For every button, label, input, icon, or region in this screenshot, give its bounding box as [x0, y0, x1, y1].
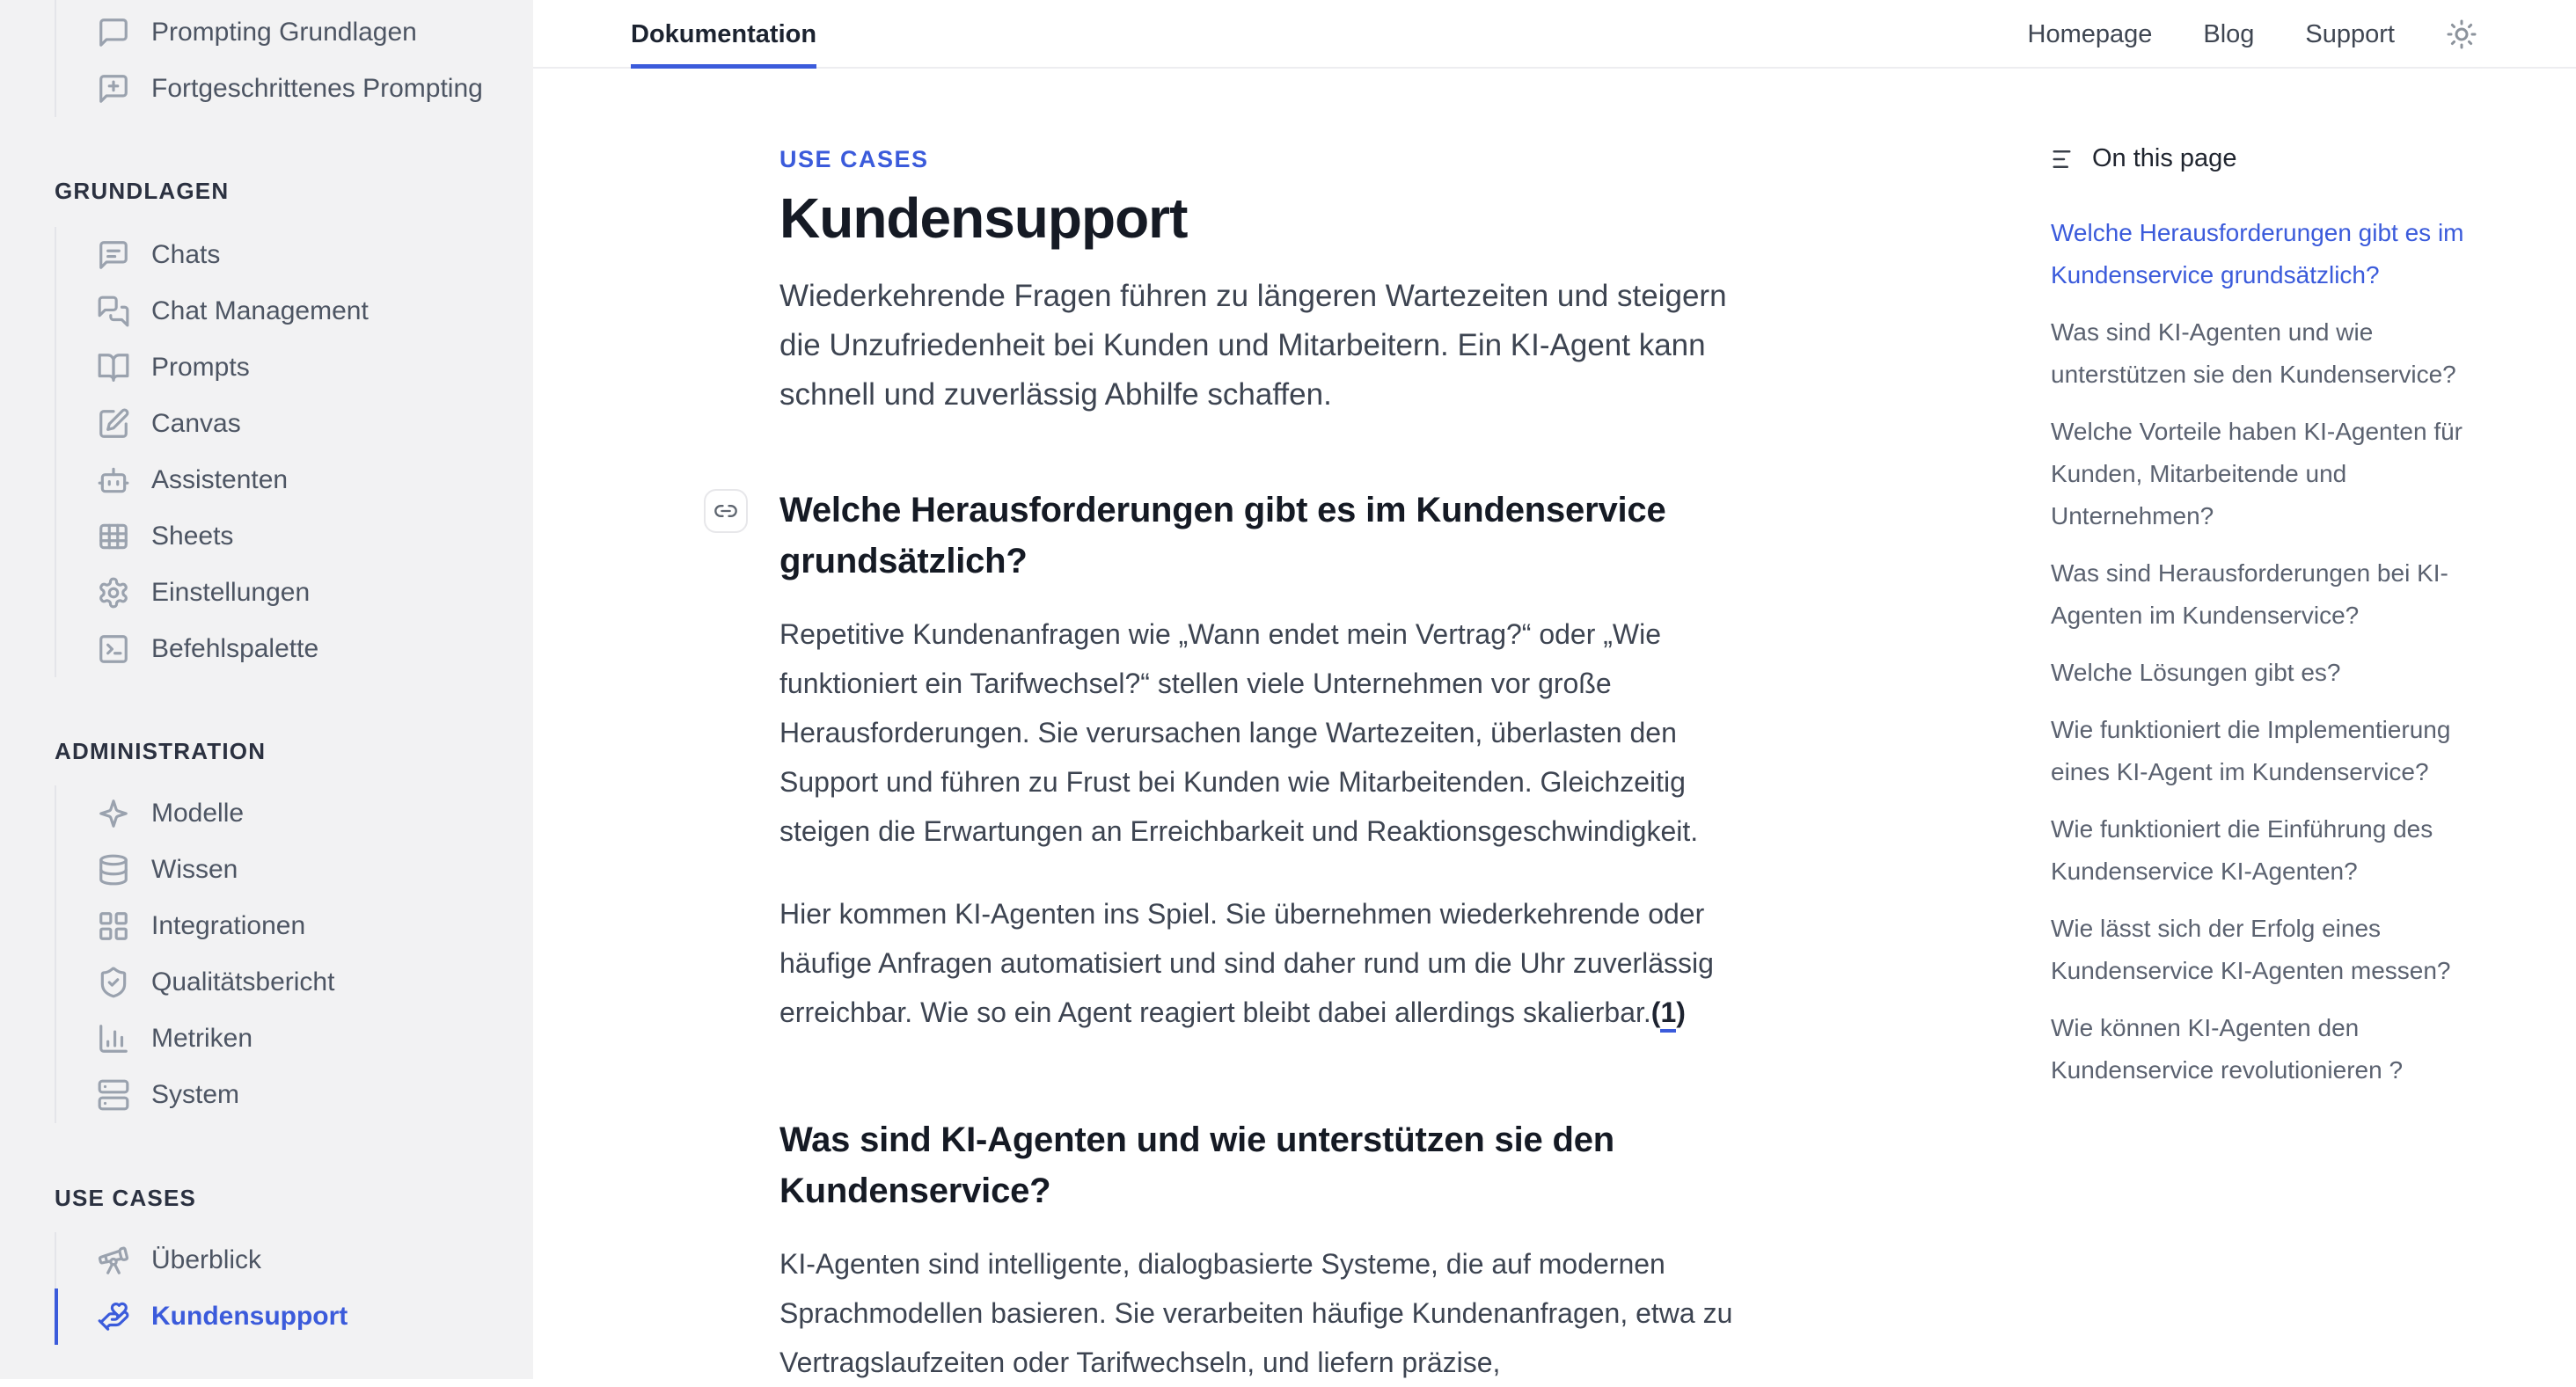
sidebar-item-label: Metriken — [151, 1024, 253, 1053]
sidebar-item-label: Überblick — [151, 1245, 262, 1274]
toc-item-4[interactable]: Was sind Herausforderungen bei KI-Agenten im Kundenservice? — [2051, 559, 2448, 629]
toc-item-1[interactable]: Welche Herausforderungen gibt es im Kundenservice grundsätzlich? — [2051, 219, 2464, 288]
toc-item-7[interactable]: Wie funktioniert die Einführung des Kundenservice KI-Agenten? — [2051, 815, 2433, 885]
sidebar-item-label: Qualitätsbericht — [151, 967, 335, 996]
category-eyebrow: USE CASES — [779, 146, 929, 172]
messages-icon — [97, 295, 130, 328]
footnote-link[interactable] — [1651, 996, 1686, 1033]
grid-icon — [97, 909, 130, 943]
sidebar-section-header: GRUNDLAGEN — [55, 178, 230, 204]
paragraph: Repetitive Kundenanfragen wie „Wann endet mein Vertrag?“ oder „Wie funktioniert ein Tarifwechsel?“ stellen viele Unternehmen vor große Herausforderungen. Sie verursachen lange Wartezeiten, überlasten den Support und führen zu Frust bei Kunden wie Mitarbeitenden. Gleichzeitig steigen die Erwartungen an Erreichbarkeit und Reaktionsgeschwindigkeit. — [779, 618, 1699, 847]
sidebar-item-label: System — [151, 1080, 240, 1109]
book-open-icon — [97, 351, 130, 384]
server-icon — [97, 1078, 130, 1112]
toc-item-6[interactable]: Wie funktioniert die Implementierung eines KI-Agent im Kundenservice? — [2051, 716, 2451, 785]
sidebar-item-chats[interactable] — [97, 227, 512, 283]
sidebar-item-kundensupport[interactable] — [97, 1288, 512, 1345]
pen-square-icon — [97, 407, 130, 441]
toc-item-9[interactable]: Wie können KI-Agenten den Kundenservice revolutionieren ? — [2051, 1014, 2404, 1084]
sidebar-group — [55, 227, 512, 677]
section-ki-agenten — [779, 1114, 1753, 1387]
toc-item-2[interactable]: Was sind KI-Agenten und wie unterstützen sie den Kundenservice? — [2051, 318, 2456, 388]
sidebar-section-header: ADMINISTRATION — [55, 738, 267, 764]
sparkle-icon — [97, 797, 130, 830]
sidebar-item-label: Befehlspalette — [151, 634, 319, 663]
sidebar-section-header: USE CASES — [55, 1185, 197, 1211]
sidebar-item-label: Chat Management — [151, 296, 369, 325]
sidebar-item-chat-management[interactable] — [97, 283, 512, 339]
paragraph — [779, 889, 1753, 1037]
sidebar-item-ueberblick[interactable] — [97, 1232, 512, 1288]
intro-paragraph: Wiederkehrende Fragen führen zu längeren Wartezeiten und steigern die Unzufriedenheit bei Kunden und Mitarbeitern. Ein KI-Agent kann schnell und zuverlässig Abhilfe schaffen. — [779, 279, 1727, 412]
sidebar-item-wissen[interactable] — [97, 842, 512, 898]
section-heading: Was sind KI-Agenten und wie unterstützen sie den Kundenservice? — [779, 1121, 1614, 1210]
section-heading: Welche Herausforderungen gibt es im Kundenservice grundsätzlich? — [779, 491, 1666, 580]
sidebar-item-label: Sheets — [151, 522, 234, 551]
database-icon — [97, 853, 130, 887]
toc-title: On this page — [2092, 144, 2237, 172]
anchor-link-button[interactable] — [704, 489, 748, 533]
sidebar-item-system[interactable] — [97, 1067, 512, 1123]
tab-label: Dokumentation — [631, 19, 817, 48]
toc-item-5[interactable]: Welche Lösungen gibt es? — [2051, 659, 2341, 686]
gear-icon — [97, 576, 130, 610]
hand-heart-icon — [97, 1300, 130, 1333]
topnav-links — [2028, 0, 2478, 69]
toc — [2051, 144, 2489, 1091]
theme-toggle-button[interactable] — [2446, 18, 2477, 50]
nav-link-homepage[interactable]: Homepage — [2027, 19, 2153, 48]
sidebar-item-fortgeschrittenes-prompting[interactable] — [97, 61, 512, 117]
terminal-square-icon — [97, 632, 130, 666]
sidebar-group — [55, 1232, 512, 1345]
paragraph-text: Hier kommen KI-Agenten ins Spiel. Sie übernehmen wiederkehrende oder häufige Anfragen automatisiert und sind daher rund um die Uhr zuverlässig erreichbar. Wie so ein Agent reagiert bleibt dabei allerdings skalierbar. — [779, 898, 1714, 1028]
message-square-icon — [97, 16, 130, 49]
sidebar-item-label: Wissen — [151, 855, 238, 884]
message-square-plus-icon — [97, 72, 130, 106]
sun-icon — [2446, 18, 2477, 50]
sidebar-item-label: Integrationen — [151, 911, 306, 940]
sidebar-item-label: Assistenten — [151, 465, 289, 494]
footnote-suffix: ) — [1676, 996, 1686, 1028]
sidebar-item-label: Chats — [151, 240, 221, 269]
section-herausforderungen — [779, 485, 1753, 1037]
sidebar-item-canvas[interactable] — [97, 396, 512, 452]
sidebar-item-modelle[interactable] — [97, 785, 512, 842]
footnote-number: 1 — [1660, 996, 1676, 1033]
sidebar-item-befehlspalette[interactable] — [97, 621, 512, 677]
footnote-prefix: ( — [1650, 996, 1661, 1028]
sidebar-group — [55, 785, 512, 1123]
sidebar-item-prompting-grundlagen[interactable] — [97, 4, 512, 61]
paragraph: KI-Agenten sind intelligente, dialogbasierte Systeme, die auf modernen Sprachmodellen basieren. Sie verarbeiten häufige Kundenanfragen, etwa zu Vertragslaufzeiten oder Tarifwechseln, und liefern präzise, — [779, 1248, 1733, 1378]
bot-icon — [97, 464, 130, 497]
sidebar-item-label: Fortgeschrittenes Prompting — [151, 74, 483, 103]
sidebar-item-einstellungen[interactable] — [97, 565, 512, 621]
page-title: Kundensupport — [779, 186, 1188, 250]
shield-check-icon — [97, 966, 130, 999]
sidebar-item-integrationen[interactable] — [97, 898, 512, 954]
telescope-icon — [97, 1244, 130, 1277]
sidebar-item-label: Canvas — [151, 409, 241, 438]
nav-link-blog[interactable]: Blog — [2203, 19, 2255, 48]
link-icon — [714, 499, 738, 523]
sidebar-item-qualitaetsbericht[interactable] — [97, 954, 512, 1011]
sidebar-item-sheets[interactable] — [97, 508, 512, 565]
message-lines-icon — [97, 238, 130, 272]
sidebar-item-label: Prompts — [151, 353, 250, 382]
toc-list-icon — [2051, 146, 2077, 172]
toc-item-3[interactable]: Welche Vorteile haben KI-Agenten für Kunden, Mitarbeitende und Unternehmen? — [2051, 418, 2463, 529]
article — [779, 0, 1753, 1387]
toc-list — [2051, 212, 2489, 1091]
toc-header — [2051, 144, 2489, 173]
toc-item-8[interactable]: Wie lässt sich der Erfolg eines Kundenservice KI-Agenten messen? — [2051, 915, 2451, 984]
sidebar — [0, 0, 533, 1379]
nav-link-support[interactable]: Support — [2305, 19, 2395, 48]
sidebar-item-label: Kundensupport — [151, 1302, 348, 1331]
table-grid-icon — [97, 520, 130, 553]
sidebar-group — [55, 0, 512, 117]
bar-chart-icon — [97, 1022, 130, 1055]
sidebar-item-metriken[interactable] — [97, 1011, 512, 1067]
sidebar-item-label: Prompting Grundlagen — [151, 18, 417, 47]
sidebar-item-label: Einstellungen — [151, 578, 311, 607]
sidebar-item-assistenten[interactable] — [97, 452, 512, 508]
sidebar-item-prompts[interactable] — [97, 339, 512, 396]
sidebar-item-label: Modelle — [151, 799, 245, 828]
